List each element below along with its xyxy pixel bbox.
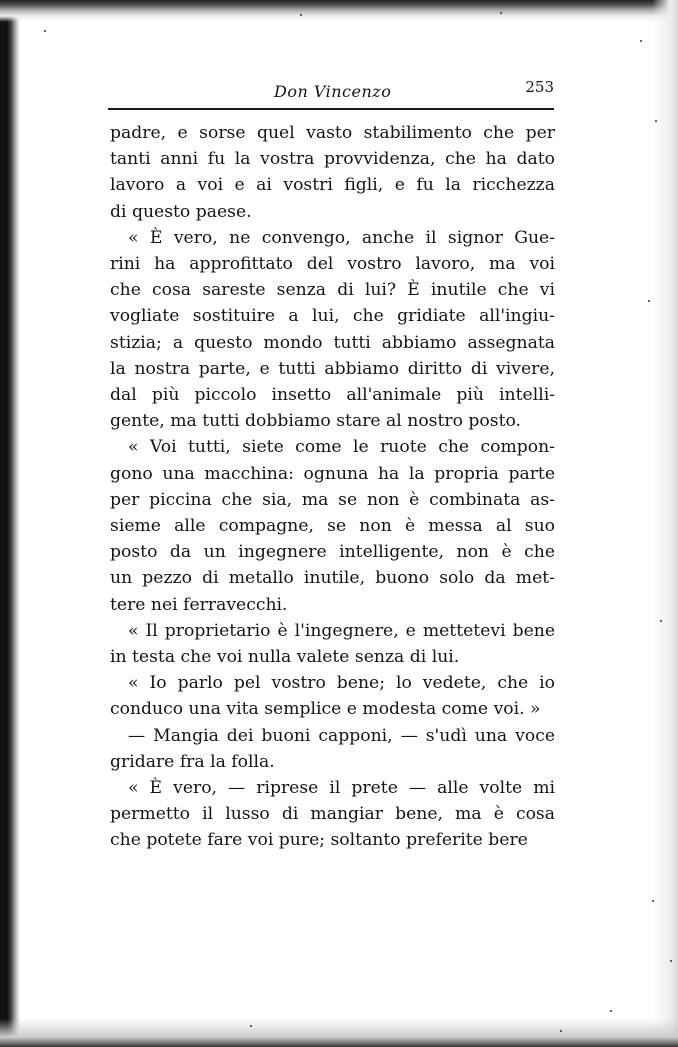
scan-speck [640, 40, 642, 42]
text-line: la nostra parte, e tutti abbiamo diritto di vivere, [110, 358, 555, 379]
paragraph [110, 120, 555, 225]
header-rule [108, 108, 554, 110]
scan-speck [655, 120, 657, 122]
page-edge-top [0, 0, 678, 22]
text-line: dal più piccolo insetto all'animale più intelli- [110, 385, 555, 406]
text-line: conduco una vita semplice e modesta come voi. » [110, 699, 541, 720]
paragraph [110, 775, 555, 854]
scan-speck [44, 30, 46, 32]
text-line: « Voi tutti, siete come le ruote che compon- [128, 437, 555, 458]
text-line: « Il proprietario è l'ingegnere, e mettetevi bene [128, 620, 555, 641]
text-line: — Mangia dei buoni capponi, — s'udì una voce [128, 725, 555, 746]
scan-speck [652, 900, 654, 902]
text-line: lavoro a voi e ai vostri figli, e fu la ricchezza [110, 175, 555, 196]
text-line: rini ha approfittato del vostro lavoro, ma voi [110, 254, 555, 275]
text-line: gono una macchina: ognuna ha la propria parte [110, 463, 555, 484]
page-number: 253 [525, 78, 554, 96]
page-edge-right [652, 0, 678, 1047]
text-line: tere nei ferravecchi. [110, 594, 288, 615]
text-line: padre, e sorse quel vasto stabilimento che per [110, 123, 555, 143]
text-line: tanti anni fu la vostra provvidenza, che ha dato [110, 149, 555, 170]
body-text [110, 120, 555, 854]
paragraph [110, 618, 555, 670]
text-line: che cosa sareste senza di lui? È inutile che vi [110, 280, 555, 301]
text-line: di questo paese. [110, 201, 252, 222]
text-line: « È vero, ne convengo, anche il signor Gue- [128, 227, 555, 248]
text-line: « Io parlo pel vostro bene; lo vedete, che io [128, 673, 555, 694]
page-edge-left [0, 0, 20, 1047]
scan-speck [250, 1025, 252, 1027]
paragraph [110, 225, 555, 435]
scan-speck [670, 960, 672, 962]
text-line: in testa che voi nulla valete senza di lui. [110, 647, 460, 668]
text-line: per piccina che sia, ma se non è combinata as- [110, 489, 555, 510]
paragraph [110, 723, 555, 775]
page-edge-bottom [0, 1019, 678, 1047]
text-line: stizia; a questo mondo tutti abbiamo assegnata [110, 332, 555, 353]
text-line: che potete fare voi pure; soltanto preferite bere [110, 830, 528, 851]
scan-speck [610, 1010, 612, 1012]
scan-speck [500, 12, 502, 14]
scan-speck [300, 14, 302, 16]
paragraph [110, 670, 555, 722]
text-line: sieme alle compagne, se non è messa al suo [110, 516, 555, 537]
text-line: « È vero, — riprese il prete — alle volte mi [128, 778, 555, 799]
paragraph [110, 434, 555, 617]
text-line: gente, ma tutti dobbiamo stare al nostro posto. [110, 411, 522, 432]
running-title: Don Vincenzo [274, 82, 392, 101]
text-line: permetto il lusso di mangiar bene, ma è cosa [110, 804, 555, 825]
text-line: vogliate sostituire a lui, che gridiate all'ingiu- [110, 306, 555, 327]
text-line: gridare fra la folla. [110, 751, 275, 772]
scan-speck [560, 1030, 562, 1032]
text-line: posto da un ingegnere intelligente, non è che [110, 542, 555, 563]
scan-speck [660, 620, 662, 622]
scan-speck [648, 300, 650, 302]
text-line: un pezzo di metallo inutile, buono solo da met- [110, 568, 555, 589]
page-header [108, 78, 554, 108]
